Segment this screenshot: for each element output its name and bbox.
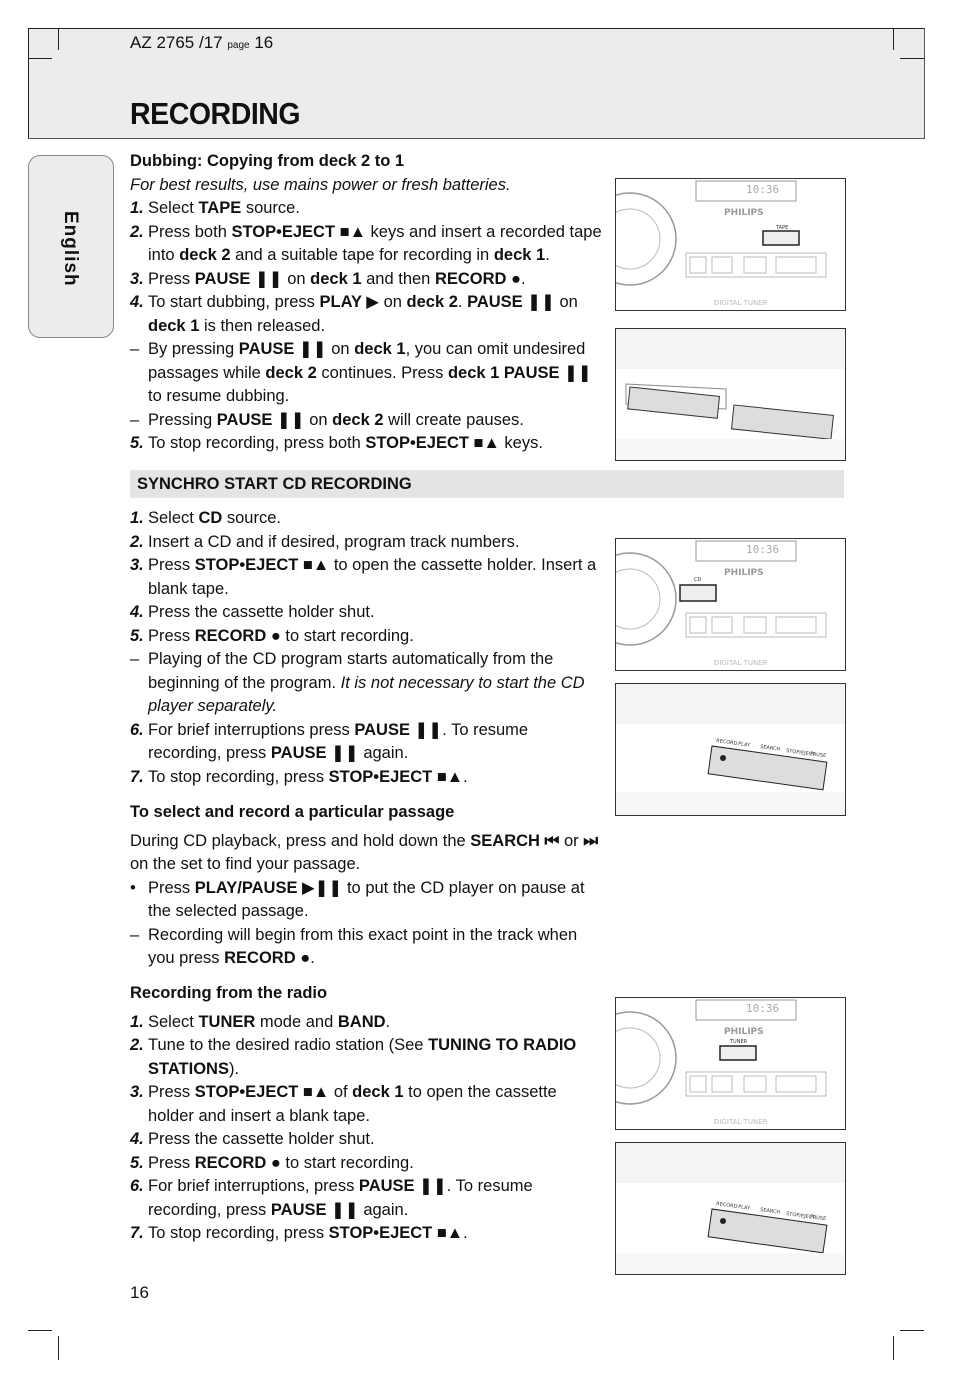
step-item bbox=[130, 766, 602, 790]
radio-heading: Recording from the radio bbox=[130, 984, 328, 1002]
step-item bbox=[130, 625, 602, 649]
step-text: of bbox=[329, 1083, 353, 1101]
step-text: mode and bbox=[255, 1012, 338, 1031]
search-label: SEARCH bbox=[759, 744, 781, 753]
search-label: SEARCH bbox=[759, 1207, 781, 1216]
step-text: . bbox=[545, 246, 550, 264]
note-text: . bbox=[310, 949, 315, 967]
note-text: on bbox=[304, 410, 333, 429]
note-text: Recording will begin from this exact point in the track when you press bbox=[148, 925, 578, 967]
dash-marker: – bbox=[130, 925, 140, 944]
step-text: . bbox=[521, 269, 526, 288]
note-text: By pressing bbox=[148, 340, 239, 358]
step-number: 5. bbox=[130, 434, 144, 452]
para-text: or bbox=[559, 831, 584, 850]
step-text: Select bbox=[148, 1012, 199, 1031]
note-item bbox=[130, 924, 602, 971]
figure-front-panel-cd bbox=[615, 538, 846, 671]
key-label: deck 2 bbox=[265, 363, 317, 382]
note-item bbox=[130, 409, 602, 433]
step-item bbox=[130, 1175, 602, 1222]
page-title: RECORDING bbox=[130, 96, 301, 131]
front-panel-illustration bbox=[616, 998, 845, 1129]
page-number: 16 bbox=[130, 1283, 149, 1302]
key-label: deck 1 bbox=[148, 316, 200, 335]
dash-marker: – bbox=[130, 410, 140, 429]
record-label: RECORD bbox=[715, 738, 738, 747]
step-item bbox=[130, 268, 602, 292]
play-label: PLAY bbox=[737, 741, 751, 749]
page-word: page bbox=[227, 40, 250, 51]
tuner-button-label: TUNER bbox=[730, 1039, 748, 1045]
step-text: Insert a CD and if desired, program track numbers. bbox=[148, 532, 520, 551]
stop-eject-label: STOP/EJECT bbox=[785, 1211, 816, 1222]
step-number: 1. bbox=[130, 1012, 144, 1031]
step-number: 1. bbox=[130, 509, 144, 527]
step-item bbox=[130, 507, 602, 531]
brand-logo-text: PHILIPS bbox=[724, 208, 764, 218]
step-text: . bbox=[463, 767, 468, 786]
passage-heading: To select and record a particular passage bbox=[130, 803, 455, 821]
key-label: deck 2 bbox=[179, 246, 231, 264]
step-text: To stop recording, press both bbox=[148, 434, 366, 452]
step-number: 4. bbox=[130, 603, 144, 621]
key-label: deck 1 bbox=[310, 269, 362, 288]
step-text: Press bbox=[148, 269, 195, 288]
step-item bbox=[130, 291, 602, 338]
note-text: on bbox=[326, 340, 355, 358]
dash-marker: – bbox=[130, 340, 140, 358]
step-text: source. bbox=[241, 199, 300, 217]
note-text: Playing of the CD program starts automatically from the beginning of the program. bbox=[148, 650, 554, 692]
step-text: . To resume recording, press bbox=[148, 720, 529, 762]
step-text: and a suitable tape for recording in bbox=[230, 246, 494, 264]
synchro-section-bar bbox=[130, 470, 844, 498]
step-text: To start dubbing, press bbox=[148, 293, 320, 311]
front-panel-illustration bbox=[616, 179, 845, 310]
crop-mark bbox=[893, 28, 894, 50]
key-label: PAUSE ❚❚ bbox=[216, 410, 305, 429]
key-label: RECORD ● bbox=[194, 1153, 281, 1172]
dubbing-heading: Dubbing: Copying from deck 2 to 1 bbox=[130, 152, 405, 170]
step-text: source. bbox=[222, 509, 281, 527]
step-text: and then bbox=[361, 269, 435, 288]
key-label: STOP•EJECT ■▲ bbox=[194, 1083, 330, 1101]
bullet-text: to put the CD player on pause at the selected passage. bbox=[148, 878, 585, 920]
key-label: deck 2 bbox=[406, 293, 458, 311]
front-panel-illustration bbox=[616, 539, 845, 670]
radio-section bbox=[130, 982, 602, 1246]
note-text: will create pauses. bbox=[383, 410, 524, 429]
play-label: PLAY bbox=[737, 1204, 751, 1212]
step-text: Press bbox=[148, 626, 195, 645]
step-item bbox=[130, 531, 602, 555]
model-number: AZ 2765 /17 bbox=[130, 33, 223, 52]
display-readout: 10:36 bbox=[746, 183, 780, 196]
step-text: For brief interruptions press bbox=[148, 720, 355, 739]
step-text: . bbox=[385, 1012, 391, 1031]
step-number: 4. bbox=[130, 1130, 144, 1148]
key-label: BAND bbox=[337, 1012, 386, 1031]
language-tab bbox=[28, 155, 114, 338]
key-label: deck 2 bbox=[332, 410, 384, 429]
synchro-heading: SYNCHRO START CD RECORDING bbox=[137, 475, 412, 493]
step-text: For brief interruptions, press bbox=[148, 1177, 359, 1195]
step-text: Tune to the desired radio station (See bbox=[148, 1036, 429, 1054]
note-italic: It is not necessary to start the CD player separately. bbox=[148, 673, 585, 715]
figure-deck1-buttons-cd bbox=[615, 683, 846, 816]
key-label: PAUSE ❚❚ bbox=[238, 340, 327, 358]
step-text: on bbox=[554, 293, 578, 311]
step-item bbox=[130, 719, 602, 766]
bullet-text: Press bbox=[148, 878, 195, 897]
step-text: Press the cassette holder shut. bbox=[148, 603, 375, 621]
key-label: PLAY ▶ bbox=[319, 293, 379, 311]
passage-paragraph bbox=[130, 830, 602, 877]
crop-mark bbox=[28, 58, 52, 59]
brand-logo-text: PHILIPS bbox=[724, 568, 764, 578]
step-text: is then released. bbox=[199, 316, 326, 335]
key-label: PAUSE ❚❚ bbox=[270, 1200, 359, 1219]
synchro-section bbox=[130, 507, 602, 789]
step-number: 3. bbox=[130, 269, 144, 288]
key-label: STOP•EJECT ■▲ bbox=[194, 556, 330, 574]
crop-mark bbox=[900, 58, 924, 59]
crop-mark bbox=[900, 1330, 924, 1331]
tuner-label: DIGITAL TUNER bbox=[714, 1118, 768, 1126]
step-text: again. bbox=[358, 744, 409, 762]
key-label: TUNER bbox=[198, 1012, 256, 1031]
key-label: PAUSE ❚❚ bbox=[194, 269, 283, 288]
step-text: Press bbox=[148, 1083, 195, 1101]
deck-buttons-illustration bbox=[616, 684, 845, 815]
note-item bbox=[130, 338, 602, 409]
note-text: continues. Press bbox=[316, 363, 448, 382]
step-item bbox=[130, 601, 602, 625]
step-item bbox=[130, 432, 602, 456]
step-text: keys and insert a recorded tape into bbox=[148, 222, 602, 264]
para-text: During CD playback, press and hold down the bbox=[130, 831, 471, 850]
step-number: 3. bbox=[130, 556, 144, 574]
note-item bbox=[130, 648, 602, 719]
key-label: TUNING TO RADIO STATIONS bbox=[148, 1036, 577, 1078]
model-line bbox=[130, 33, 273, 53]
passage-section bbox=[130, 801, 602, 971]
key-label: STOP•EJECT ■▲ bbox=[365, 434, 500, 452]
crop-mark bbox=[28, 28, 29, 138]
display-readout: 10:36 bbox=[746, 543, 780, 556]
step-item bbox=[130, 1034, 602, 1081]
display-readout: 10:36 bbox=[746, 1002, 780, 1015]
step-text: again. bbox=[358, 1200, 409, 1219]
stop-eject-label: STOP/EJECT bbox=[785, 748, 816, 759]
step-item bbox=[130, 1152, 602, 1176]
step-number: 2. bbox=[130, 532, 144, 551]
para-text: on the set to find your passage. bbox=[130, 855, 361, 873]
step-number: 4. bbox=[130, 293, 144, 311]
pause-label: PAUSE bbox=[809, 751, 827, 760]
step-text: Press the cassette holder shut. bbox=[148, 1130, 375, 1148]
step-text: . To resume recording, press bbox=[148, 1177, 533, 1219]
key-label: RECORD ● bbox=[224, 949, 311, 967]
step-text: Press bbox=[148, 1153, 195, 1172]
step-number: 7. bbox=[130, 767, 144, 786]
key-label: PAUSE ❚❚ bbox=[467, 293, 555, 311]
dash-marker: – bbox=[130, 650, 140, 668]
note-text: , you can omit undesired passages while bbox=[148, 340, 586, 382]
dubbing-section bbox=[130, 150, 602, 456]
step-item bbox=[130, 1128, 602, 1152]
step-text: on bbox=[378, 293, 407, 311]
bullet-marker: • bbox=[130, 878, 136, 897]
key-label: deck 1 bbox=[493, 246, 546, 264]
figure-deck1-buttons-radio bbox=[615, 1142, 846, 1275]
step-number: 6. bbox=[130, 720, 144, 739]
crop-mark bbox=[58, 1336, 59, 1360]
tuner-label: DIGITAL TUNER bbox=[714, 659, 768, 667]
step-item bbox=[130, 221, 602, 268]
step-text: . bbox=[457, 293, 468, 311]
step-number: 2. bbox=[130, 222, 144, 241]
note-text: Pressing bbox=[148, 410, 217, 429]
figure-dual-deck-buttons bbox=[615, 328, 846, 461]
crop-mark bbox=[28, 1330, 52, 1331]
record-label: RECORD bbox=[715, 1201, 738, 1210]
step-number: 3. bbox=[130, 1083, 144, 1101]
step-item bbox=[130, 554, 602, 601]
key-label: deck 1 bbox=[354, 340, 406, 358]
brand-logo-text: PHILIPS bbox=[724, 1027, 764, 1037]
key-label: RECORD ● bbox=[194, 626, 281, 645]
step-text: to open the cassette holder. Insert a blank tape. bbox=[148, 556, 597, 598]
key-label: TAPE bbox=[198, 199, 242, 217]
crop-mark bbox=[58, 28, 59, 50]
step-text: ). bbox=[228, 1059, 240, 1078]
key-label: deck 1 PAUSE ❚❚ bbox=[447, 363, 592, 382]
key-label: RECORD ● bbox=[434, 269, 521, 288]
step-text: keys. bbox=[499, 434, 543, 452]
crop-mark bbox=[28, 28, 924, 29]
tuner-label: DIGITAL TUNER bbox=[714, 299, 768, 307]
step-text: Select bbox=[148, 509, 199, 527]
key-label: PLAY/PAUSE ▶❚❚ bbox=[194, 878, 343, 897]
step-number: 7. bbox=[130, 1224, 144, 1242]
step-item bbox=[130, 1222, 602, 1246]
step-text: Press bbox=[148, 556, 195, 574]
figure-front-panel-tape bbox=[615, 178, 846, 311]
step-item bbox=[130, 1011, 602, 1035]
key-label: ⏭ bbox=[583, 831, 599, 850]
deck-buttons-illustration bbox=[616, 1143, 845, 1274]
pause-label: PAUSE bbox=[809, 1214, 827, 1223]
dual-deck-illustration bbox=[616, 329, 845, 460]
key-label: deck 1 bbox=[352, 1083, 404, 1101]
crop-mark bbox=[893, 1336, 894, 1360]
bullet-item bbox=[130, 877, 602, 924]
note-text: to resume dubbing. bbox=[148, 387, 290, 405]
figure-front-panel-tuner bbox=[615, 997, 846, 1130]
step-text: To stop recording, press bbox=[148, 767, 329, 786]
step-item bbox=[130, 1081, 602, 1128]
step-text: Press both bbox=[148, 222, 232, 241]
dubbing-intro bbox=[130, 174, 602, 198]
header-page-number: 16 bbox=[254, 33, 274, 52]
language-tab-label: English bbox=[60, 211, 81, 287]
step-text: to start recording. bbox=[280, 1153, 414, 1172]
key-label: PAUSE ❚❚ bbox=[354, 720, 443, 739]
key-label: PAUSE ❚❚ bbox=[270, 744, 359, 762]
step-number: 5. bbox=[130, 1153, 144, 1172]
step-text: on bbox=[282, 269, 311, 288]
step-text: To stop recording, press bbox=[148, 1224, 329, 1242]
step-text: to start recording. bbox=[280, 626, 414, 645]
step-number: 1. bbox=[130, 199, 144, 217]
key-label: STOP•EJECT ■▲ bbox=[231, 222, 366, 241]
cd-button-label: CD bbox=[694, 577, 702, 583]
step-text: . bbox=[463, 1224, 468, 1242]
step-number: 5. bbox=[130, 626, 144, 645]
key-label: STOP•EJECT ■▲ bbox=[328, 1224, 464, 1242]
key-label: CD bbox=[198, 509, 223, 527]
step-text: Select bbox=[148, 199, 199, 217]
intro-text: For best results, use mains power or fresh batteries. bbox=[130, 175, 511, 194]
tape-button-label: TAPE bbox=[776, 225, 789, 231]
step-number: 6. bbox=[130, 1177, 144, 1195]
key-label: PAUSE ❚❚ bbox=[358, 1177, 447, 1195]
step-text: to open the cassette holder and insert a blank tape. bbox=[148, 1083, 557, 1125]
key-label: STOP•EJECT ■▲ bbox=[328, 767, 464, 786]
key-label: SEARCH ⏮ bbox=[470, 831, 560, 850]
step-number: 2. bbox=[130, 1036, 144, 1054]
step-item bbox=[130, 197, 602, 221]
